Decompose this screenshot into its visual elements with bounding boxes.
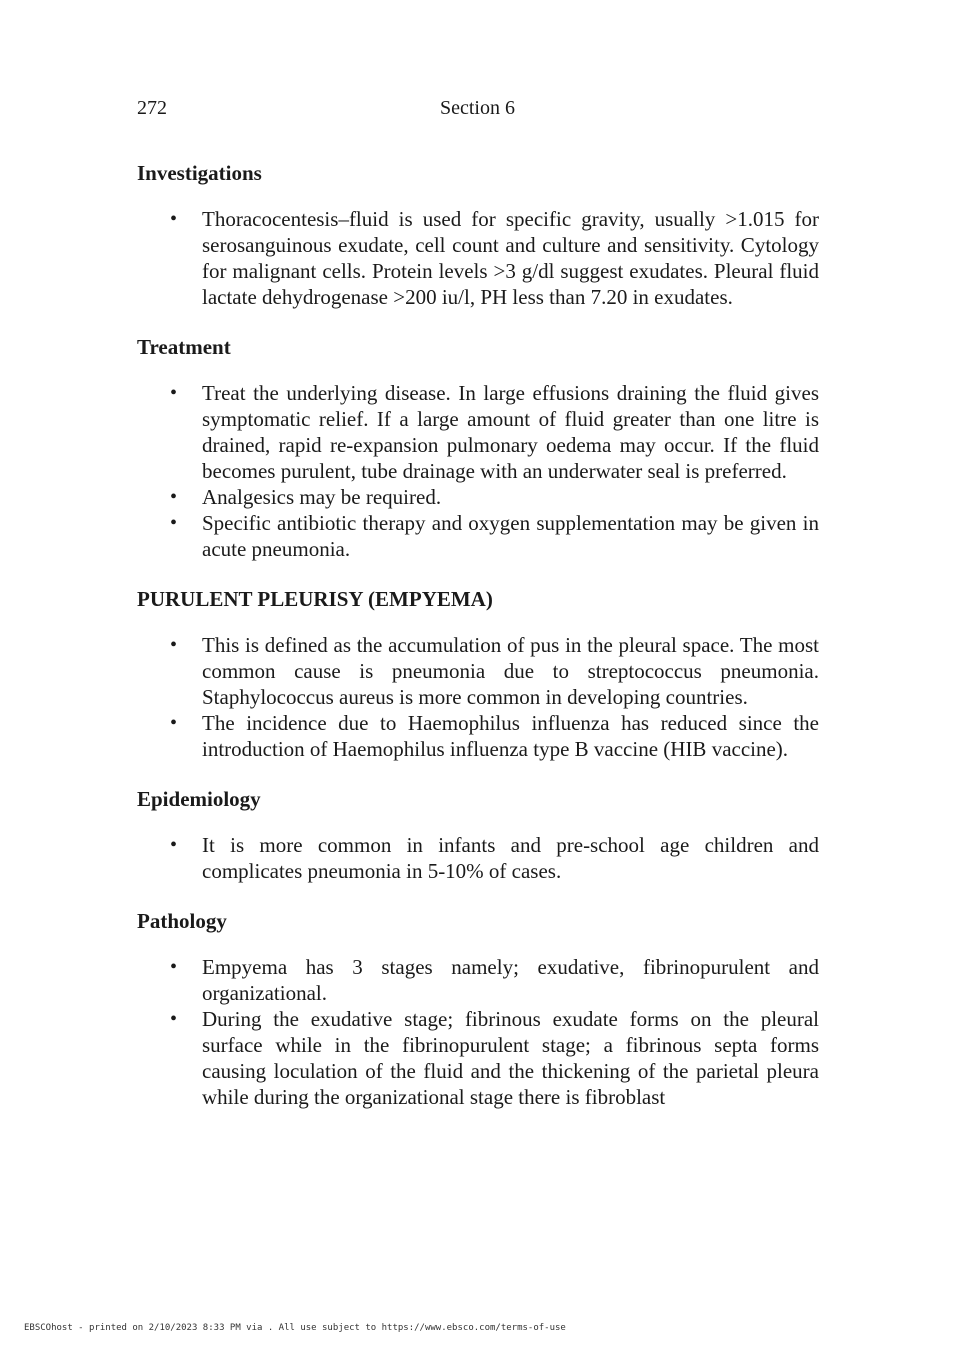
list-item: • During the exudative stage; fibrinous exudate forms on the pleural surface while in the fibrinopurulent stage; a fibrinous septa forms causing loculation of the fluid and the thickening of the parietal pleura while during the organizational stage there is fibroblast (137, 1006, 819, 1110)
section-investigations (137, 160, 819, 310)
section-heading: PURULENT PLEURISY (EMPYEMA) (137, 587, 493, 611)
bullet-list (137, 632, 819, 762)
list-item: • Thoracocentesis–fluid is used for specific gravity, usually >1.015 for serosanguinous exudate, cell count and culture and sensitivity. Cytology for malignant cells. Protein levels >3 g/dl suggest exudates. Pleural fluid lactate dehydrogenase >200 iu/l, PH less than 7.20 in exudates. (137, 206, 819, 310)
print-footer: EBSCOhost - printed on 2/10/2023 8:33 PM via . All use subject to https://www.ebsco.com/terms-of-use (24, 1323, 566, 1333)
bullet-list (137, 954, 819, 1110)
list-item: • Treat the underlying disease. In large effusions draining the fluid gives symptomatic relief. If a large amount of fluid greater than one litre is drained, rapid re-expansion pulmonary oedema may occur. If the fluid becomes purulent, tube drainage with an underwater seal is preferred. (137, 380, 819, 484)
list-item: • Empyema has 3 stages namely; exudative, fibrinopurulent and organizational. (137, 954, 819, 1006)
list-item: • Specific antibiotic therapy and oxygen supplementation may be given in acute pneumonia. (137, 510, 819, 562)
section-purulent-pleurisy (137, 586, 819, 762)
section-treatment (137, 334, 819, 562)
section-heading: Pathology (137, 909, 227, 933)
section-heading: Investigations (137, 161, 262, 185)
list-item: • The incidence due to Haemophilus influenza has reduced since the introduction of Haemophilus influenza type B vaccine (HIB vaccine). (137, 710, 819, 762)
section-heading: Treatment (137, 335, 231, 359)
list-item: • It is more common in infants and pre-school age children and complicates pneumonia in 5-10% of cases. (137, 832, 819, 884)
bullet-list (137, 380, 819, 562)
section-epidemiology (137, 786, 819, 884)
list-item: • This is defined as the accumulation of pus in the pleural space. The most common cause is pneumonia due to streptococcus pneumonia. Staphylococcus aureus is more common in developing countries. (137, 632, 819, 710)
bullet-list (137, 206, 819, 310)
list-item: • Analgesics may be required. (137, 484, 819, 510)
section-heading: Epidemiology (137, 787, 261, 811)
page-body (137, 160, 819, 1134)
section-pathology (137, 908, 819, 1110)
running-header: Section 6 (440, 97, 515, 119)
bullet-list (137, 832, 819, 884)
page-number: 272 (137, 97, 167, 119)
